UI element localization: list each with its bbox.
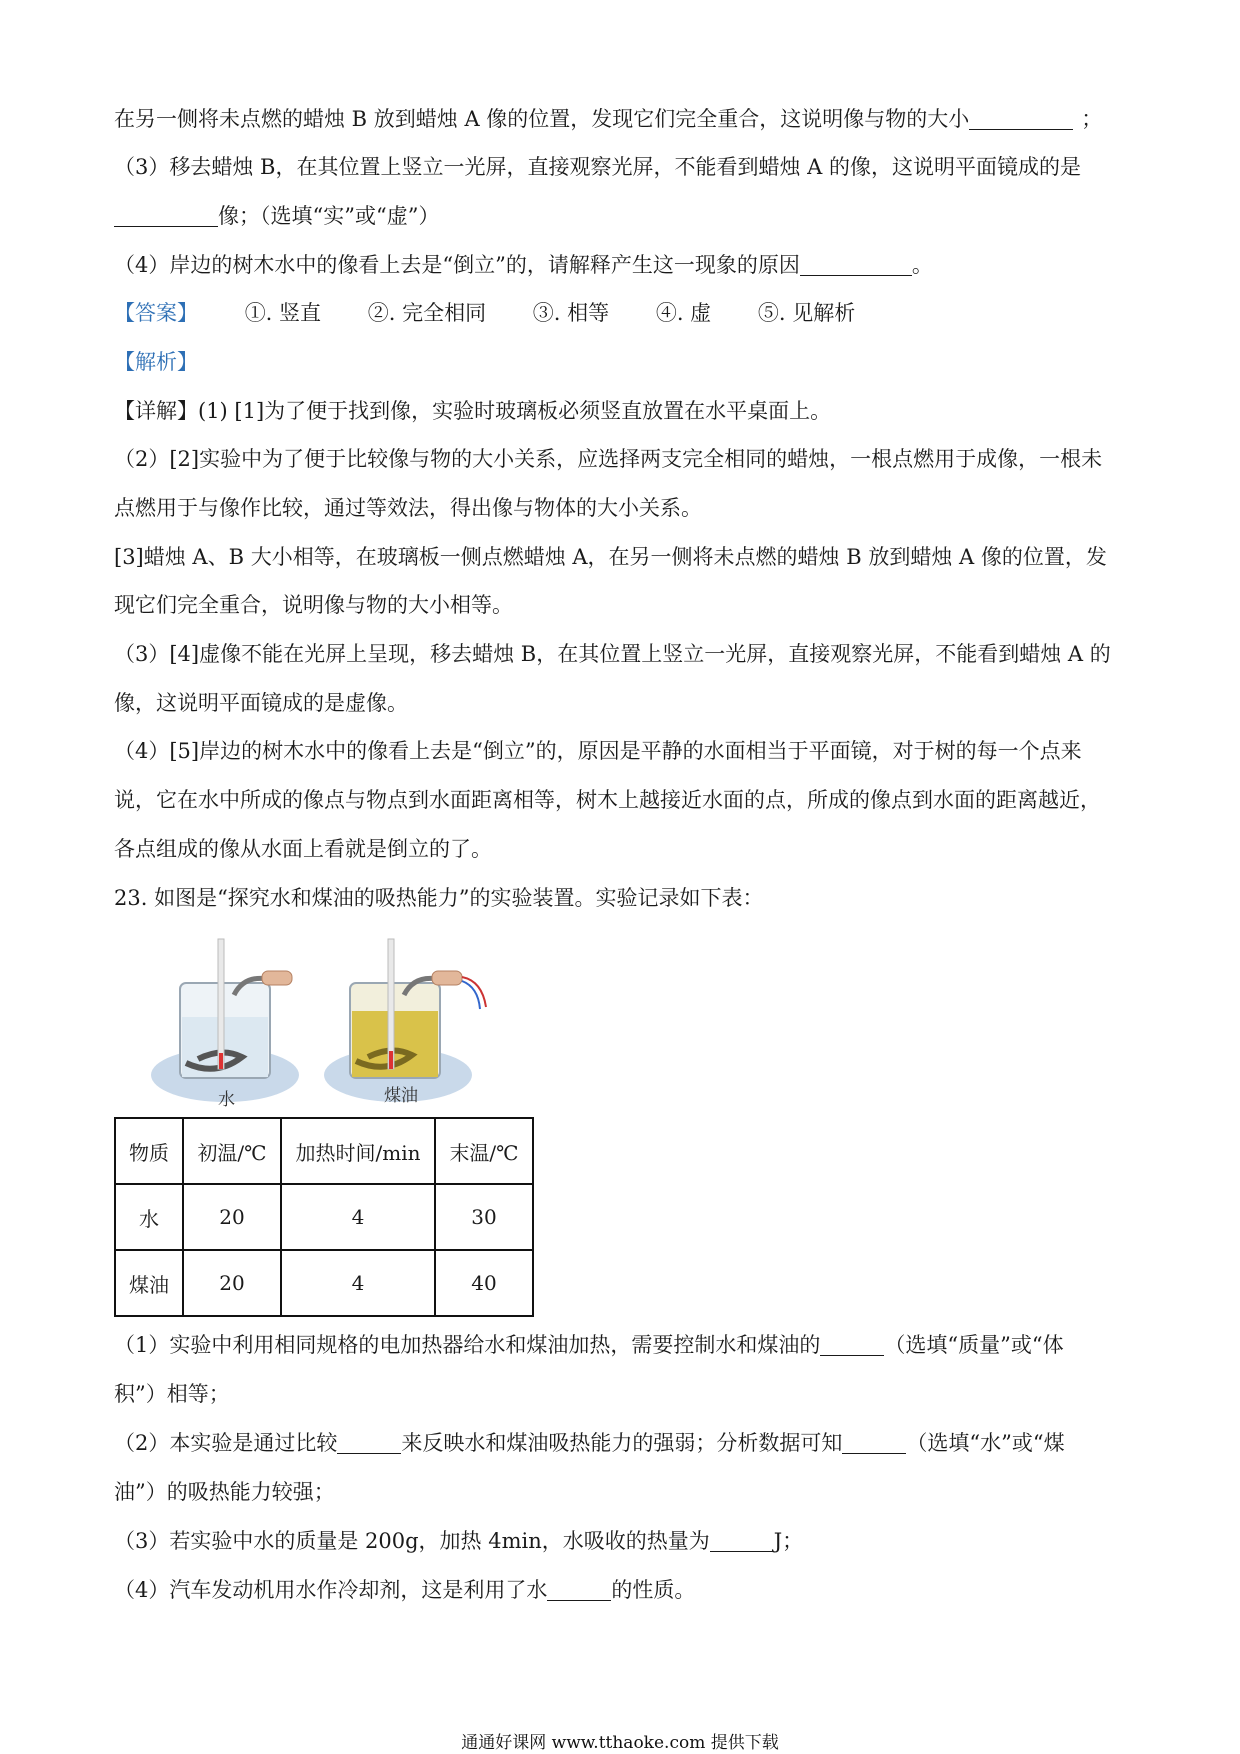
text: 像；（选填“实”或“虚”） [218, 204, 440, 228]
analysis-tag: 【解析】 [114, 350, 198, 374]
analysis-line: （2）[2]实验中为了便于比较像与物的大小关系，应选择两支完全相同的蜡烛，一根点燃用于成像，一根未 [114, 447, 1103, 471]
answer-item: ⑤. 见解析 [757, 301, 856, 325]
analysis-line: [3]蜡烛 A、B 大小相等，在玻璃板一侧点燃蜡烛 A，在另一侧将未点燃的蜡烛 B 放到蜡烛 A 像的位置，发 [114, 545, 1107, 569]
experiment-figure [150, 935, 510, 1110]
text: （1）实验中利用相同规格的电加热器给水和煤油加热，需要控制水和煤油的 [114, 1333, 821, 1357]
text: （4）汽车发动机用水作冷却剂，这是利用了水 [114, 1578, 548, 1602]
answer-blank [547, 1578, 611, 1601]
table-header: 末温/℃ [435, 1118, 533, 1184]
text: （2）本实验是通过比较 [114, 1431, 338, 1455]
question-line [114, 201, 1134, 231]
question-line [114, 1575, 1134, 1605]
text: 来反映水和煤油吸热能力的强弱；分析数据可知 [401, 1431, 843, 1455]
text: （选填“水”或“煤 [906, 1431, 1065, 1455]
question-line: 油”）的吸热能力较强； [114, 1480, 335, 1504]
answer-item: ②. 完全相同 [367, 301, 487, 325]
table-cell: 水 [115, 1184, 183, 1250]
answer-blank [969, 107, 1073, 130]
table-header: 加热时间/min [281, 1118, 435, 1184]
text: （选填“质量”或“体 [884, 1333, 1064, 1357]
question-line [114, 104, 1134, 134]
answer-line [114, 298, 1134, 328]
analysis-line: 【详解】(1) [1]为了便于找到像，实验时玻璃板必须竖直放置在水平桌面上。 [114, 399, 832, 423]
analysis-line: 现它们完全重合，说明像与物的大小相等。 [114, 593, 513, 617]
answer-blank [114, 204, 218, 227]
table-header-row [115, 1118, 533, 1184]
table-row [115, 1184, 533, 1250]
text: 在另一侧将未点燃的蜡烛 B 放到蜡烛 A 像的位置，发现它们完全重合，这说明像与物的大小 [114, 107, 970, 131]
data-table [114, 1117, 534, 1317]
answer-tag: 【答案】 [114, 301, 198, 325]
analysis-line: （4）[5]岸边的树木水中的像看上去是“倒立”的，原因是平静的水面相当于平面镜，对于树的每一个点来 [114, 739, 1082, 763]
table-header: 初温/℃ [183, 1118, 281, 1184]
analysis-line: 点燃用于与像作比较，通过等效法，得出像与物体的大小关系。 [114, 496, 702, 520]
answer-blank [710, 1529, 774, 1552]
question-line [114, 1428, 1134, 1458]
question-line [114, 1330, 1134, 1360]
kerosene-caption: 煤油 [384, 1086, 418, 1106]
question-line [114, 1526, 1134, 1556]
table-header: 物质 [115, 1118, 183, 1184]
answer-item: ③. 相等 [532, 301, 610, 325]
table-cell: 4 [281, 1250, 435, 1316]
text: （3）若实验中水的质量是 200g，加热 4min，水吸收的热量为 [114, 1529, 710, 1553]
kerosene-beaker [324, 939, 486, 1102]
question-line [114, 152, 1134, 182]
table-cell: 20 [183, 1184, 281, 1250]
question-line: 积”）相等； [114, 1382, 230, 1406]
answer-blank [842, 1431, 906, 1454]
table-row [115, 1250, 533, 1316]
analysis-line: 说，它在水中所成的像点与物点到水面距离相等，树木上越接近水面的点，所成的像点到水面的距离越近， [114, 788, 1101, 812]
water-beaker [151, 939, 299, 1102]
answer-item: ④. 虚 [655, 301, 712, 325]
analysis-tag-line [114, 347, 1134, 377]
page-footer: 通通好课网 www.tthaoke.com 提供下载 [461, 1733, 779, 1753]
text: 的性质。 [611, 1578, 696, 1602]
analysis-line: 像，这说明平面镜成的是虚像。 [114, 691, 408, 715]
text: （3）移去蜡烛 B，在其位置上竖立一光屏，直接观察光屏，不能看到蜡烛 A 的像，这说明平面镜成的是 [114, 155, 1081, 179]
text: 。 [911, 253, 933, 277]
answer-blank [820, 1333, 884, 1356]
table-cell: 30 [435, 1184, 533, 1250]
text: ； [1081, 107, 1103, 131]
table-cell: 20 [183, 1250, 281, 1316]
question-stem: 23. 如图是“探究水和煤油的吸热能力”的实验装置。实验记录如下表： [114, 886, 764, 910]
analysis-line: 各点组成的像从水面上看就是倒立的了。 [114, 837, 492, 861]
text: （4）岸边的树木水中的像看上去是“倒立”的，请解释产生这一现象的原因 [114, 253, 800, 277]
table-cell: 4 [281, 1184, 435, 1250]
answer-blank [800, 253, 912, 276]
question-line [114, 250, 1134, 280]
water-caption: 水 [218, 1090, 235, 1110]
text: J； [773, 1529, 804, 1553]
answer-blank [337, 1431, 401, 1454]
beakers-illustration [150, 935, 510, 1105]
table-cell: 煤油 [115, 1250, 183, 1316]
table-cell: 40 [435, 1250, 533, 1316]
analysis-line: （3）[4]虚像不能在光屏上呈现，移去蜡烛 B，在其位置上竖立一光屏，直接观察光屏，不能看到蜡烛 A 的 [114, 642, 1111, 666]
answer-item: ①. 竖直 [244, 301, 322, 325]
